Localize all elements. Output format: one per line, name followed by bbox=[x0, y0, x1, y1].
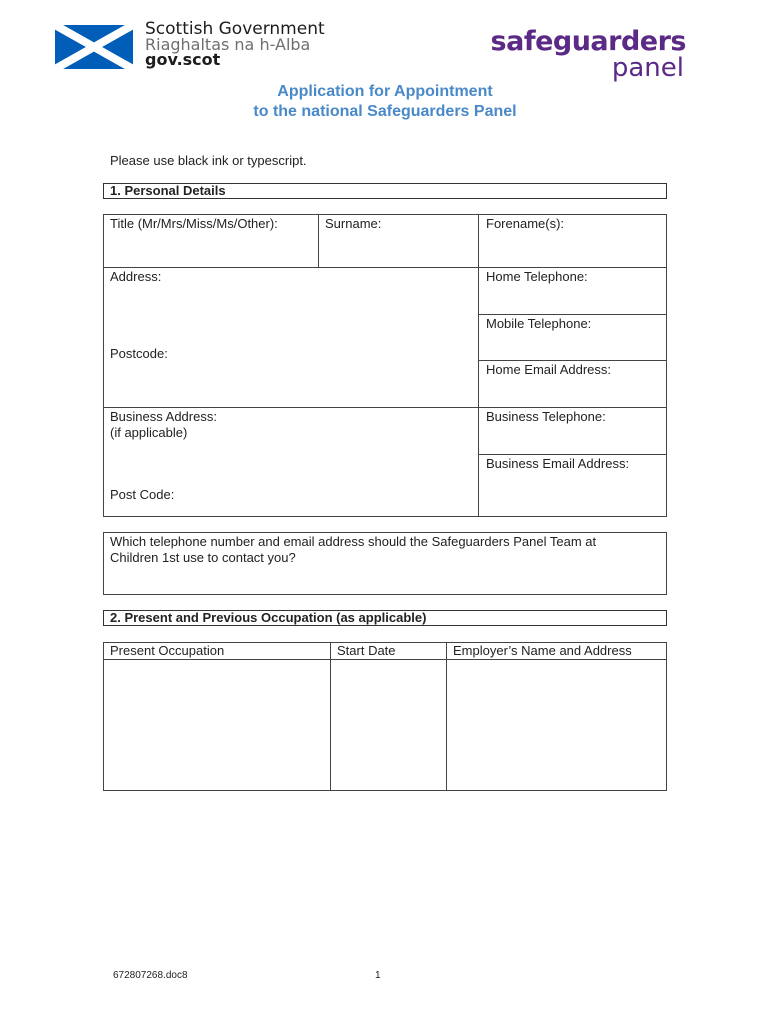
divider bbox=[103, 267, 667, 268]
start-date-input-cell[interactable] bbox=[331, 660, 446, 790]
occupation-input-cell[interactable] bbox=[104, 660, 330, 790]
divider bbox=[103, 407, 667, 408]
divider bbox=[478, 360, 667, 361]
postcode-field[interactable]: Postcode: bbox=[110, 346, 168, 361]
scottish-flag-logo bbox=[55, 25, 133, 69]
scottish-government-logo-text: Scottish Government Riaghaltas na h-Alba gov.scot bbox=[145, 19, 325, 69]
section-2-heading: 2. Present and Previous Occupation (as applicable) bbox=[103, 610, 667, 626]
form-title-line1: Application for Appointment bbox=[277, 83, 493, 100]
instruction-text: Please use black ink or typescript. bbox=[110, 153, 307, 168]
contact-question-line1: Which telephone number and email address should the Safeguarders Panel Team at bbox=[110, 534, 597, 549]
col-start-date: Start Date bbox=[337, 643, 396, 658]
forename-field[interactable]: Forename(s): bbox=[486, 216, 565, 231]
address-field[interactable]: Address: bbox=[110, 269, 162, 284]
business-email-field[interactable]: Business Email Address: bbox=[486, 456, 630, 471]
business-address-note: (if applicable) bbox=[110, 425, 188, 440]
section-1-heading: 1. Personal Details bbox=[103, 183, 667, 199]
safeguarders-panel-logo: safeguarders panel bbox=[490, 26, 686, 83]
title-field[interactable]: Title (Mr/Mrs/Miss/Ms/Other): bbox=[110, 216, 278, 231]
divider bbox=[478, 454, 667, 455]
divider bbox=[478, 314, 667, 315]
divider bbox=[478, 214, 479, 517]
business-address-field[interactable]: Business Address: bbox=[110, 409, 217, 424]
business-telephone-field[interactable]: Business Telephone: bbox=[486, 409, 606, 424]
contact-question-line2: Children 1st use to contact you? bbox=[110, 550, 296, 565]
home-email-field[interactable]: Home Email Address: bbox=[486, 362, 611, 377]
document-reference: 672807268.doc8 bbox=[113, 970, 188, 981]
divider bbox=[318, 214, 319, 268]
mobile-telephone-field[interactable]: Mobile Telephone: bbox=[486, 316, 592, 331]
page-number: 1 bbox=[375, 970, 381, 981]
home-telephone-field[interactable]: Home Telephone: bbox=[486, 269, 588, 284]
col-employer-name-address: Employer’s Name and Address bbox=[453, 643, 632, 658]
business-postcode-field[interactable]: Post Code: bbox=[110, 487, 175, 502]
surname-field[interactable]: Surname: bbox=[325, 216, 382, 231]
col-present-occupation: Present Occupation bbox=[110, 643, 225, 658]
form-title-line2: to the national Safeguarders Panel bbox=[253, 103, 517, 120]
employer-input-cell[interactable] bbox=[447, 660, 666, 790]
